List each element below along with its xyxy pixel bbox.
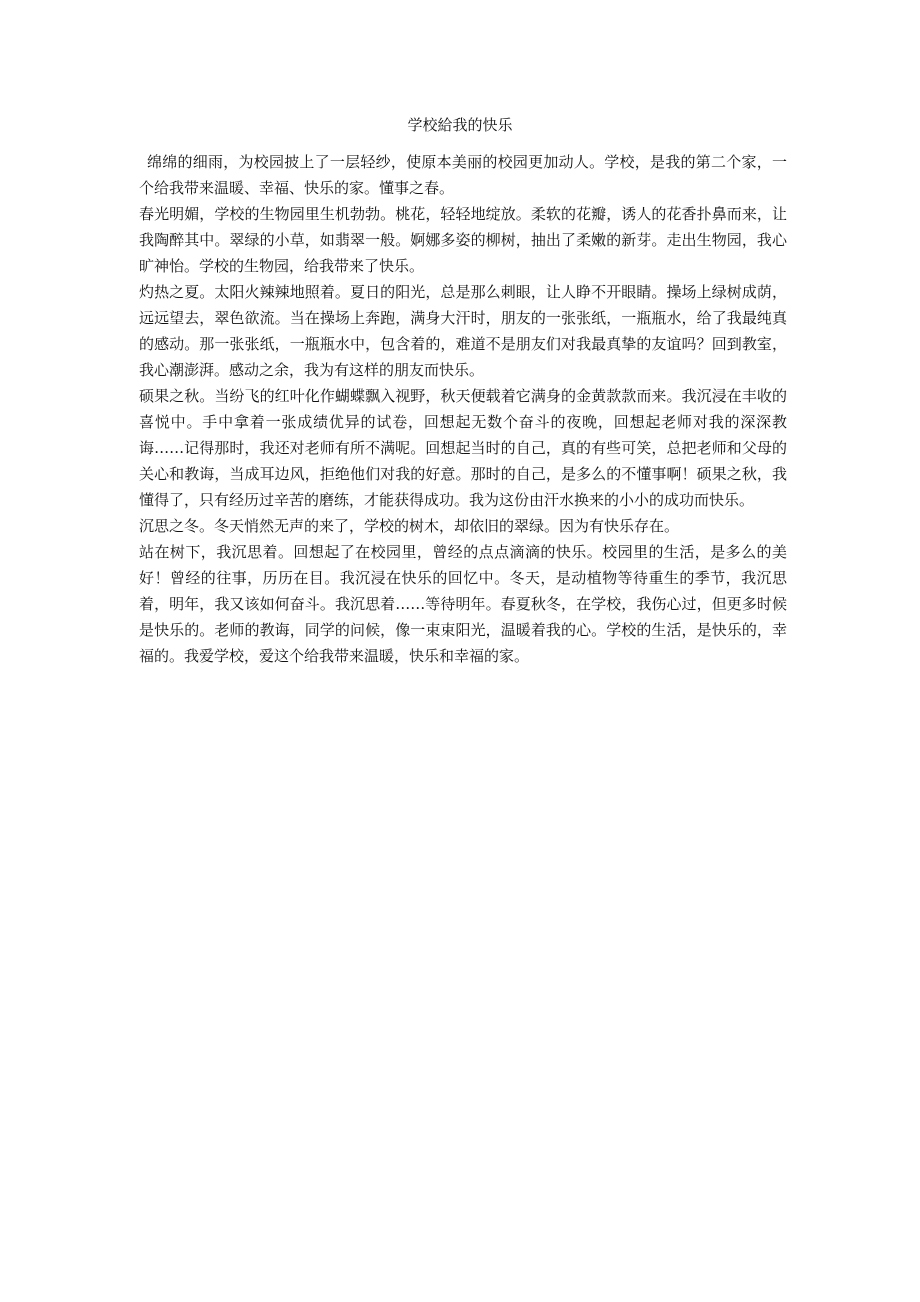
paragraph-intro: 绵绵的细雨，为校园披上了一层轻纱，使原本美丽的校园更加动人。学校，是我的第二个家，一个给我带来温暖、幸福、快乐的家。懂事之春。 — [139, 153, 787, 197]
paragraph-spring: 春光明媚，学校的生物园里生机勃勃。桃花，轻轻地绽放。柔软的花瓣，诱人的花香扑鼻而来，让我陶醉其中。翠绿的小草，如翡翠一般。婀娜多姿的柳树，抽出了柔嫩的新芽。走出生物园，我心旷神怡。学校的生物园，给我带来了快乐。 — [139, 205, 787, 275]
paragraph-reflection: 站在树下，我沉思着。回想起了在校园里，曾经的点点滴滴的快乐。校园里的生活，是多么的美好！曾经的往事，历历在目。我沉浸在快乐的回忆中。冬天，是动植物等待重生的季节，我沉思着，明年，我又该如何奋斗。我沉思着……等待明年。春夏秋冬，在学校，我伤心过，但更多时候是快乐的。老师的教诲，同学的问候，像一束束阳光，温暖着我的心。学校的生活，是快乐的，幸福的。我爱学校，爱这个给我带来温暖，快乐和幸福的家。 — [139, 543, 787, 665]
document-title: 学校給我的快乐 — [407, 116, 513, 134]
paragraph-summer: 灼热之夏。太阳火辣辣地照着。夏日的阳光，总是那么刺眼，让人睁不开眼睛。操场上绿树成荫，远远望去，翠色欲流。当在操场上奔跑，满身大汗时，朋友的一张张纸，一瓶瓶水，给了我最纯真的感动。那一张张纸，一瓶瓶水中，包含着的，难道不是朋友们对我最真挚的友谊吗？回到教室，我心潮澎湃。感动之余，我为有这样的朋友而快乐。 — [139, 283, 787, 379]
paragraph-winter: 沉思之冬。冬天悄然无声的来了，学校的树木，却依旧的翠绿。因为有快乐存在。 — [139, 517, 680, 535]
paragraph-autumn: 硕果之秋。当纷飞的红叶化作蝴蝶飘入视野，秋天便载着它满身的金黄款款而来。我沉浸在丰收的喜悦中。手中拿着一张成绩优异的试卷，回想起无数个奋斗的夜晚，回想起老师对我的深深教诲……记得那时，我还对老师有所不满呢。回想起当时的自己，真的有些可笑，总把老师和父母的关心和教诲，当成耳边风，拒绝他们对我的好意。那时的自己，是多么的不懂事啊！硕果之秋，我懂得了，只有经历过辛苦的磨练，才能获得成功。我为这份由汗水换来的小小的成功而快乐。 — [139, 387, 787, 509]
document-body — [139, 149, 787, 669]
